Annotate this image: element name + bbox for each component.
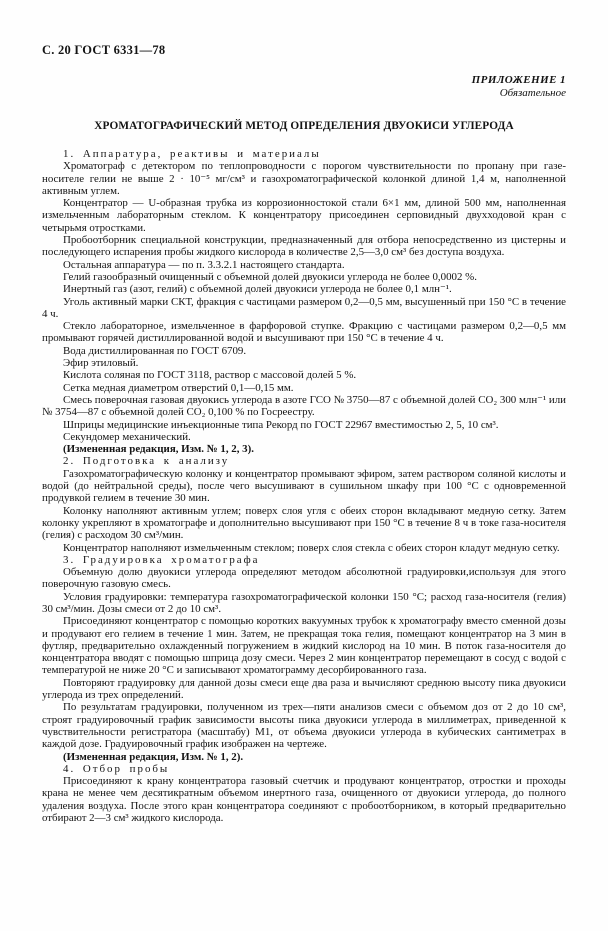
paragraph: Шприцы медицинские инъекционные типа Рекорд по ГОСТ 22967 вместимостью 2, 5, 10 см³.	[63, 418, 499, 431]
paragraph: Инертный газ (азот, гелий) с объемной долей двуокиси углерода не более 0,1 млн⁻¹.	[63, 283, 452, 296]
paragraph: (Измененная редакция, Изм. № 1, 2).	[63, 750, 244, 763]
section	[42, 763, 566, 824]
paragraph: Хроматограф с детектором по теплопроводности с порогом чувствительности по пропану при газе-носителе гелии не выше 2 · 10⁻⁵ мг/см³ и газохроматографической колонкой длиной 1,4 м, наполненной активным углем.	[42, 160, 566, 197]
paragraph: (Измененная редакция, Изм. № 1, 2, 3).	[63, 443, 254, 456]
paragraph: Уголь активный марки СКТ, фракция с частицами размером 0,2—0,5 мм, высушенный при 150 °С в течение 4 ч.	[42, 295, 566, 320]
paragraph: Стекло лабораторное, измельченное в фарфоровой ступке. Фракцию с частицами размером 0,2—0,5 мм промывают горячей дистиллированной водой и высушивают при 150 °С в течение 4 ч.	[42, 320, 566, 345]
section	[42, 148, 566, 455]
paragraph: По результатам градуировки, полученном из трех—пяти анализов смеси с объемом доз от 2 до 10 см³, строят градуировочный график зависимости высоты пика двуокиси углерода в миллиметрах, приведенной к чувствительности регистратора (масштабу) М1, от объема двуокиси углерода в кубических сантиметрах в каждой дозе. Градуировочный график изображен на чертеже.	[42, 701, 566, 751]
annex-note: Обязательное	[499, 86, 566, 99]
section	[42, 455, 566, 553]
section-heading: 4. Отбор пробы	[63, 762, 170, 775]
paragraph: Вода дистиллированная по ГОСТ 6709.	[63, 344, 247, 357]
paragraph: Кислота соляная по ГОСТ 3118, раствор с массовой долей 5 %.	[63, 369, 357, 382]
paragraph: Смесь поверочная газовая двуокись углерода в азоте ГСО № 3750—87 с объемной долей СО₂ 300 млн⁻¹ или № 3754—87 с объемной долей СО₂ 0,100 % по Госреестру.	[42, 393, 566, 419]
section-heading: 2. Подготовка к анализу	[63, 455, 230, 468]
paragraph: Присоединяют концентратор с помощью коротких вакуумных трубок к хроматографу вместо сменной дозы и продувают его гелием в течение 1 мин. Затем, не прекращая тока гелия, помещают концентратор на 3 мин в футляр, предварительно охлажденный погружением в жидкий кислород на 10 мин. В поток газа-носителя до концентратора вводят с помощью шприца дозу смеси. Через 2 мин концентратор перемещают в сосуд с водой с температурой не ниже 20 °С и записывают хроматограмму десорбированного газа.	[42, 615, 566, 677]
paragraph: Условия градуировки: температура газохроматографической колонки 150 °С; расход газа-носителя (гелия) 30 см³/мин. Дозы смеси от 2 до 10 см³.	[42, 590, 566, 615]
section	[42, 554, 566, 763]
paragraph: Остальная аппаратура — по п. 3.3.2.1 настоящего стандарта.	[63, 258, 345, 271]
page-header: С. 20 ГОСТ 6331—78	[42, 43, 166, 57]
paragraph: Концентратор — U-образная трубка из коррозионностокой стали 6×1 мм, длиной 500 мм, наполненная измельченным лабораторным стеклом. К концентратору присоединен серповидный двухходовой кран с четырьмя отростками.	[42, 197, 566, 234]
paragraph: Секундомер механический.	[63, 430, 191, 443]
paragraph: Повторяют градуировку для данной дозы смеси еще два раза и вычисляют среднюю высоту пика двуокиси углерода из трех определений.	[42, 676, 566, 702]
paragraph: Газохроматографическую колонку и концентратор промывают эфиром, затем раствором соляной кислоты и водой (до нейтральной среды), после чего высушивают в сушильном шкафу при 100 °С с одновременной продувкой гелием в течение 30 мин.	[42, 467, 566, 505]
paragraph: Гелий газообразный очищенный с объемной долей двуокиси углерода не более 0,0002 %.	[63, 270, 477, 283]
paragraph: Сетка медная диаметром отверстий 0,1—0,15 мм.	[63, 381, 294, 394]
document-title: ХРОМАТОГРАФИЧЕСКИЙ МЕТОД ОПРЕДЕЛЕНИЯ ДВУОКИСИ УГЛЕРОДА	[94, 120, 514, 132]
annex-block	[42, 74, 566, 99]
section-heading: 1. Аппаратура, реактивы и материалы	[63, 148, 321, 160]
paragraph: Концентратор наполняют измельченным стеклом; поверх слоя стекла с обеих сторон кладут медную сетку.	[63, 541, 560, 554]
paragraph: Эфир этиловый.	[63, 357, 139, 370]
section-heading: 3. Градуировка хроматографа	[63, 553, 260, 566]
annex-label: ПРИЛОЖЕНИЕ 1	[471, 74, 566, 86]
paragraph: Пробоотборник специальной конструкции, предназначенный для отбора непосредственно из цистерны и последующего испарения пробы жидкого кислорода в количестве 2,5—3,0 см³ без доступа воздуха.	[42, 234, 566, 259]
paragraph: Присоединяют к крану концентратора газовый счетчик и продувают концентратор, отростки и проходы крана не менее чем десятикратным объемом инертного газа, очищенного от двуокиси углерода, до полного удаления воздуха. После этого кран концентратора соединяют с пробоотборником, в который предварительно отбирают 2—3 см³ жидкого кислорода.	[42, 775, 566, 825]
sections-container	[42, 148, 566, 824]
paragraph: Объемную долю двуокиси углерода определяют методом абсолютной градуировки,используя для этого поверочную газовую смесь.	[42, 566, 566, 591]
paragraph: Колонку наполняют активным углем; поверх слоя угля с обеих сторон вкладывают медную сетку. Затем колонку укрепляют в хроматографе и дополнительно высушивают при 150 °С в течение 8 ч в токе газа-носителя (гелия) с расходом 30 см³/мин.	[42, 504, 566, 542]
